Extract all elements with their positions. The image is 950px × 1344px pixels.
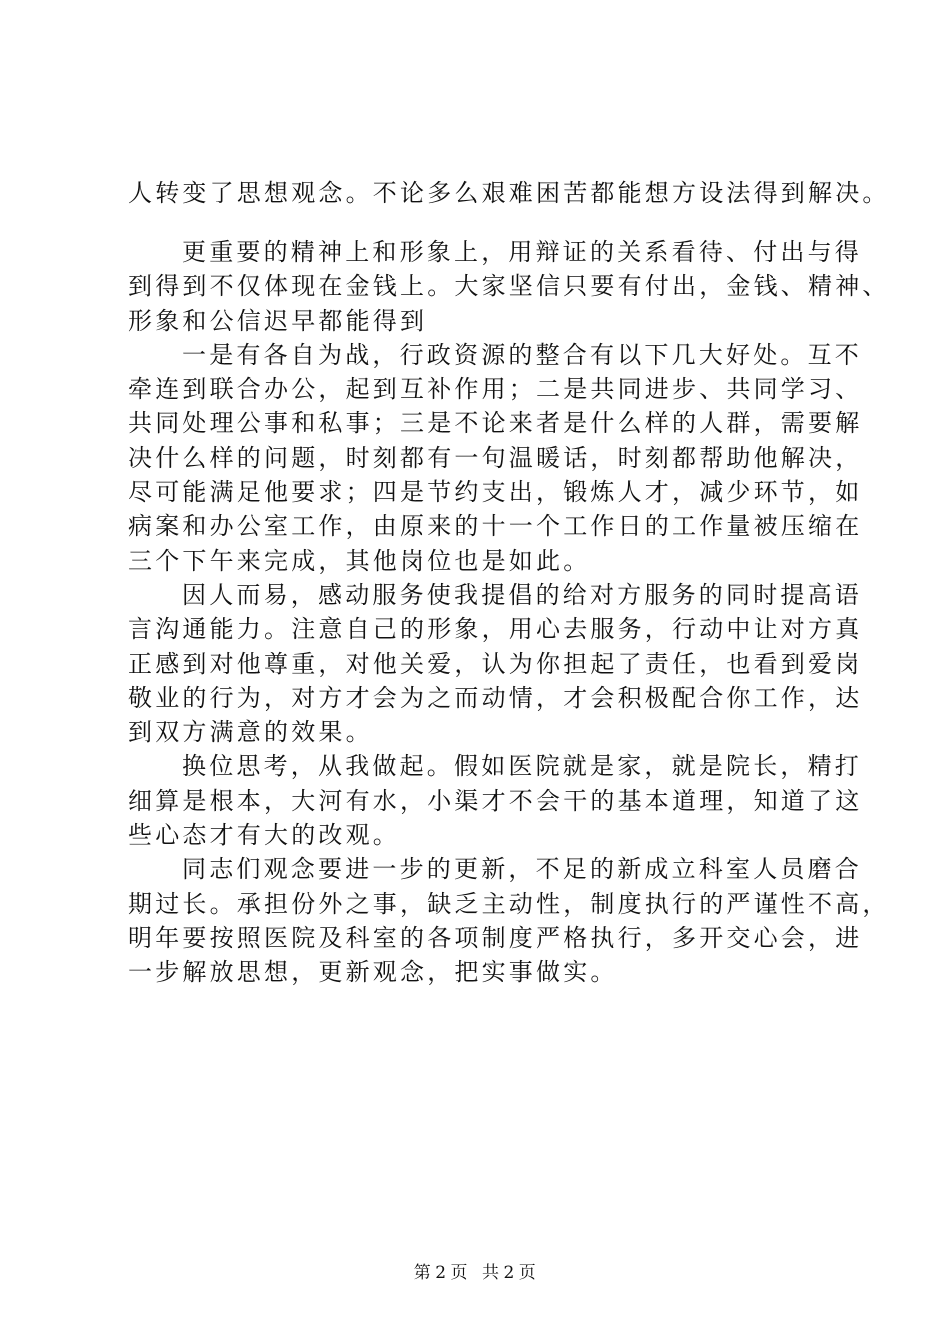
text-line: 尽可能满足他要求；四是节约支出，锻炼人才，减少环节，如 [128,478,863,507]
text-line: 明年要按照医院及科室的各项制度严格执行，多开交心会，进 [128,923,863,952]
text-line: 病案和办公室工作，由原来的十一个工作日的工作量被压缩在 [128,512,863,541]
text-line: 一是有各自为战，行政资源的整合有以下几大好处。互不 [182,340,862,369]
text-line: 共同处理公事和私事；三是不论来者是什么样的人群，需要解 [128,409,863,438]
main-body [128,235,890,990]
text-line: 人转变了思想观念。不论多么艰难困苦都能想方设法得到解决。 [128,179,890,207]
text-line: 同志们观念要进一步的更新，不足的新成立科室人员磨合 [182,855,862,884]
top-paragraph [128,176,890,210]
footer-total-label: 共 2 页 [481,1263,537,1283]
text-line: 敬业的行为，对方才会为之而动情，才会积极配合你工作，达 [128,683,863,712]
text-line: 言沟通能力。注意自己的形象，用心去服务，行动中让对方真 [128,615,863,644]
text-line: 正感到对他尊重，对他关爱，认为你担起了责任，也看到爱岗 [128,649,863,678]
text-line: 因人而易，感动服务使我提倡的给对方服务的同时提高语 [182,580,862,609]
text-line: 细算是根本，大河有水，小渠才不会干的基本道理，知道了这 [128,786,863,815]
text-line: 一步解放思想，更新观念，把实事做实。 [128,958,618,987]
text-line: 到双方满意的效果。 [128,718,373,747]
text-line: 形象和公信迟早都能得到 [128,306,428,335]
page-footer [0,1258,950,1283]
text-line: 到得到不仅体现在金钱上。大家坚信只要有付出，金钱、精神、 [128,272,890,301]
text-line: 三个下午来完成，其他岗位也是如此。 [128,546,591,575]
text-line: 决什么样的问题，时刻都有一句温暖话，时刻都帮助他解决， [128,443,863,472]
text-line: 更重要的精神上和形象上，用辩证的关系看待、付出与得 [182,238,862,266]
text-line: 换位思考，从我做起。假如医院就是家，就是院长，精打 [182,752,862,781]
text-line: 些心态才有大的改观。 [128,821,400,850]
footer-page-label: 第 2 页 [413,1263,469,1283]
text-line: 牵连到联合办公，起到互补作用；二是共同进步、共同学习、 [128,375,863,404]
text-line: 期过长。承担份外之事，缺乏主动性，制度执行的严谨性不高， [128,889,890,918]
